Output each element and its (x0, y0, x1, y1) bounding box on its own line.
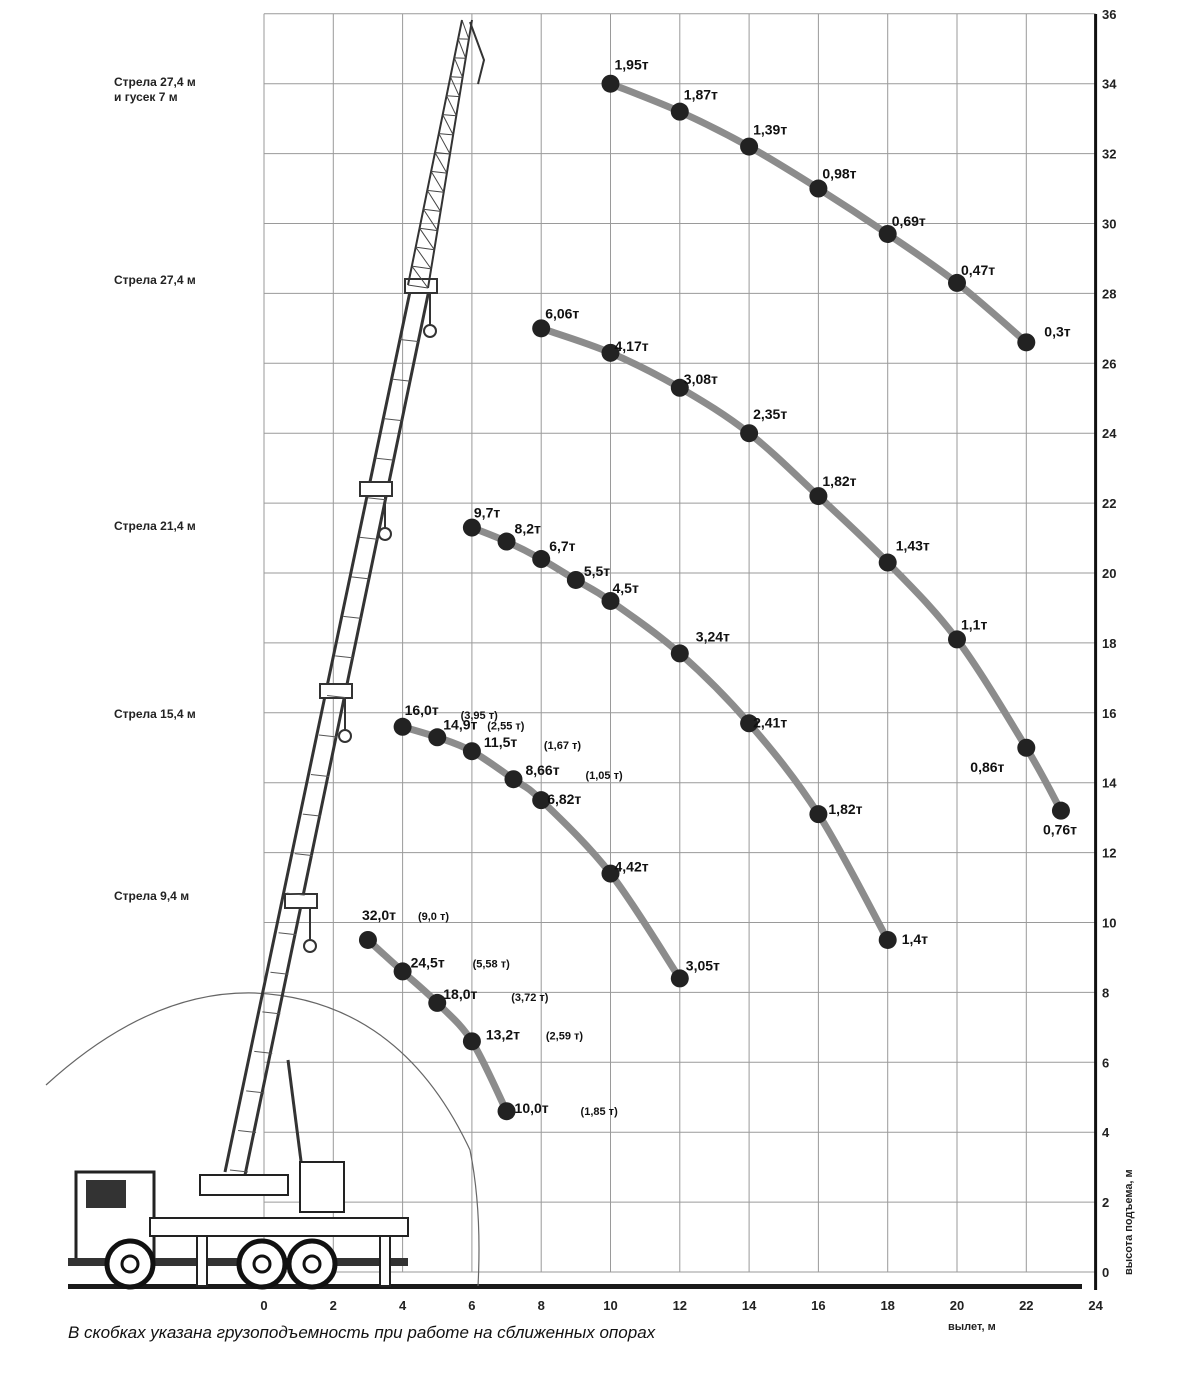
jib-lattice (447, 96, 460, 97)
data-label: 3,05т (685, 957, 720, 974)
data-label: 2,35т (753, 406, 788, 423)
boom-section-bracket (320, 684, 352, 698)
y-tick-label: 2 (1102, 1195, 1110, 1211)
jib-lattice (427, 190, 443, 192)
data-point (463, 519, 481, 537)
data-point (1017, 739, 1035, 757)
data-point (1052, 802, 1070, 820)
jib-lattice (420, 228, 438, 230)
data-label: 2,41т (753, 714, 788, 731)
y-tick-label: 12 (1102, 845, 1117, 861)
x-tick-label: 18 (880, 1298, 895, 1313)
data-label: 1,82т (822, 473, 857, 490)
data-label: 11,5т (483, 734, 518, 751)
load-curve-series (359, 907, 618, 1120)
data-point (740, 138, 758, 156)
x-tick-label: 22 (1019, 1298, 1034, 1313)
jib-lattice (454, 58, 462, 78)
jib-lattice (443, 115, 453, 135)
boom-label: и гусек 7 м (114, 90, 178, 104)
y-tick-label: 36 (1102, 6, 1117, 22)
hook-icon (424, 325, 436, 337)
y-tick-label: 16 (1102, 705, 1117, 721)
data-point (948, 630, 966, 648)
x-tick-label: 14 (741, 1298, 757, 1313)
jib-lattice (435, 153, 447, 174)
data-label: 1,87т (683, 86, 718, 103)
data-label: 0,98т (822, 165, 857, 182)
boom-rung (295, 854, 313, 856)
data-point (463, 1032, 481, 1050)
data-note: (1,67 т) (543, 740, 582, 753)
data-point (394, 962, 412, 980)
data-label: 14,9т (443, 716, 478, 733)
data-label: 4,42т (614, 858, 649, 875)
data-point (532, 550, 550, 568)
operator-cab (300, 1162, 344, 1212)
data-label: 0,86т (970, 758, 1005, 775)
data-label: 4,17т (614, 337, 649, 354)
data-point (394, 718, 412, 736)
crane-truck-illustration (68, 20, 484, 1287)
y-tick-label: 30 (1102, 216, 1117, 232)
ground-bar (68, 1284, 1082, 1289)
data-label: 13,2т (485, 1026, 521, 1043)
data-label: 6,06т (545, 305, 580, 322)
x-tick-label: 12 (672, 1298, 688, 1313)
data-label: 0,47т (961, 261, 996, 278)
data-label: 9,7т (473, 504, 501, 521)
jib-lattice (458, 39, 466, 58)
hook-icon (304, 940, 316, 952)
y-tick-label: 18 (1102, 635, 1117, 651)
hook-icon (339, 730, 351, 742)
turntable (200, 1175, 288, 1195)
data-point (532, 319, 550, 337)
data-point (463, 742, 481, 760)
y-tick-label: 10 (1102, 915, 1117, 931)
data-label: 24,5т (410, 954, 445, 971)
jib-lattice (462, 20, 469, 39)
outrigger (197, 1236, 207, 1286)
boom-rung (351, 577, 369, 579)
data-point (1017, 333, 1035, 351)
x-tick-label: 6 (468, 1298, 476, 1313)
boom-label: Стрела 27,4 м (114, 75, 196, 89)
data-label: 1,95т (614, 56, 649, 73)
data-label: 1,39т (753, 121, 788, 138)
jib-lattice (423, 209, 440, 211)
boom-rung (384, 419, 402, 421)
x-tick-label: 24 (1088, 1298, 1103, 1313)
jib-lattice (439, 134, 453, 135)
data-point (359, 931, 377, 949)
data-label: 6,82т (547, 791, 582, 808)
jib-lattice (431, 171, 444, 192)
jib-lattice (450, 77, 462, 78)
data-note: (9,0 т) (417, 910, 450, 923)
hook-icon (379, 528, 391, 540)
jib-lattice (412, 266, 431, 269)
boom-label: Стрела 27,4 м (114, 273, 196, 287)
truck-window (86, 1180, 126, 1208)
data-label: 1,82т (828, 801, 863, 818)
jib-lattice (420, 228, 435, 250)
boom-rung (392, 379, 410, 381)
data-label: 8,66т (525, 762, 560, 779)
data-point (498, 1102, 516, 1120)
footnote: В скобках указана грузоподъемность при работе на сближенных опорах (68, 1323, 656, 1342)
x-tick-label: 20 (949, 1298, 965, 1313)
data-point (809, 180, 827, 198)
data-label: 0,69т (891, 212, 926, 229)
data-label: 16,0т (404, 701, 439, 718)
data-note: (2,55 т) (487, 720, 525, 733)
data-label: 8,2т (514, 520, 541, 537)
data-point (671, 103, 689, 121)
boom-section-bracket (360, 482, 392, 496)
boom-rung (359, 537, 377, 539)
wheel-hub (122, 1256, 138, 1272)
boom-label: Стрела 9,4 м (114, 889, 190, 903)
data-label: 1,4т (901, 930, 929, 947)
y-tick-label: 24 (1102, 426, 1117, 442)
data-note: (1,85 т) (580, 1106, 618, 1119)
data-note: (1,05 т) (585, 770, 623, 783)
x-tick-label: 0 (260, 1298, 268, 1313)
boom-section-bracket (285, 894, 317, 908)
x-axis-title: вылет, м (948, 1321, 996, 1333)
data-label: 32,0т (361, 906, 397, 923)
jib-lattice (416, 247, 435, 250)
data-point (671, 644, 689, 662)
boom-rung (303, 814, 321, 816)
load-curve-series (532, 305, 1077, 837)
wheel-hub (254, 1256, 270, 1272)
x-tick-label: 10 (603, 1298, 618, 1313)
load-curve-series (394, 702, 720, 988)
jib-lattice (416, 247, 431, 269)
data-point (879, 931, 897, 949)
y-tick-label: 6 (1102, 1055, 1110, 1071)
data-note: (2,59 т) (545, 1030, 584, 1043)
data-point (740, 424, 758, 442)
data-point (879, 554, 897, 572)
x-tick-label: 8 (537, 1298, 545, 1313)
x-tick-label: 4 (398, 1298, 407, 1313)
wheel-hub (304, 1256, 320, 1272)
data-point (498, 533, 516, 551)
data-label: 0,76т (1042, 821, 1078, 838)
boom-label: Стрела 21,4 м (114, 519, 196, 533)
data-label: 3,08т (683, 370, 718, 387)
y-axis-title: высота подъема, м (1123, 1169, 1135, 1275)
load-curves (359, 57, 1077, 1121)
load-curve-line (541, 328, 1061, 810)
y-tick-label: 34 (1102, 76, 1117, 92)
boom-rung (311, 775, 329, 777)
y-tick-label: 14 (1102, 775, 1117, 791)
y-tick-label: 32 (1102, 146, 1117, 162)
data-label: 1,43т (895, 537, 930, 554)
data-label: 3,24т (695, 628, 730, 645)
y-tick-label: 26 (1102, 356, 1117, 372)
data-point (567, 571, 585, 589)
data-point (602, 75, 620, 93)
boom-rung (368, 498, 386, 500)
jib-lattice (423, 209, 437, 230)
data-label: 6,7т (549, 538, 576, 555)
boom-rung (343, 616, 361, 618)
jib-lattice (447, 96, 457, 116)
data-label: 5,5т (583, 562, 611, 579)
data-label: 1,1т (961, 616, 988, 633)
jib-lattice (439, 134, 450, 154)
data-label: 4,5т (612, 579, 639, 596)
jib-lattice (443, 115, 457, 116)
load-curve-series (602, 57, 1071, 352)
data-point (809, 805, 827, 823)
data-note: (3,95 т) (460, 709, 498, 722)
boom-rung (376, 458, 394, 460)
y-tick-label: 8 (1102, 985, 1110, 1001)
y-tick-label: 0 (1102, 1265, 1110, 1280)
jib-lattice (450, 77, 459, 97)
outrigger (380, 1236, 390, 1286)
y-tick-label: 20 (1102, 566, 1117, 581)
boom-rung (335, 656, 353, 658)
data-label: 10,0т (514, 1100, 549, 1117)
data-label: 0,3т (1044, 323, 1071, 340)
boom-rung (319, 735, 337, 737)
data-point (504, 770, 522, 788)
data-note: (5,58 т) (472, 958, 510, 971)
data-point (809, 487, 827, 505)
boom-label: Стрела 15,4 м (114, 707, 196, 721)
x-tick-label: 2 (329, 1298, 337, 1313)
x-tick-label: 16 (811, 1298, 826, 1313)
boom-labels (114, 75, 196, 903)
jib-lattice (427, 190, 440, 211)
y-tick-label: 22 (1102, 496, 1117, 512)
data-note: (3,72 т) (511, 991, 549, 1004)
truck-frame (150, 1218, 408, 1236)
y-tick-label: 4 (1102, 1125, 1110, 1141)
y-tick-label: 28 (1102, 286, 1117, 302)
data-label: 18,0т (443, 985, 478, 1002)
ground-line (68, 1284, 1082, 1289)
jib-lattice (431, 171, 447, 173)
